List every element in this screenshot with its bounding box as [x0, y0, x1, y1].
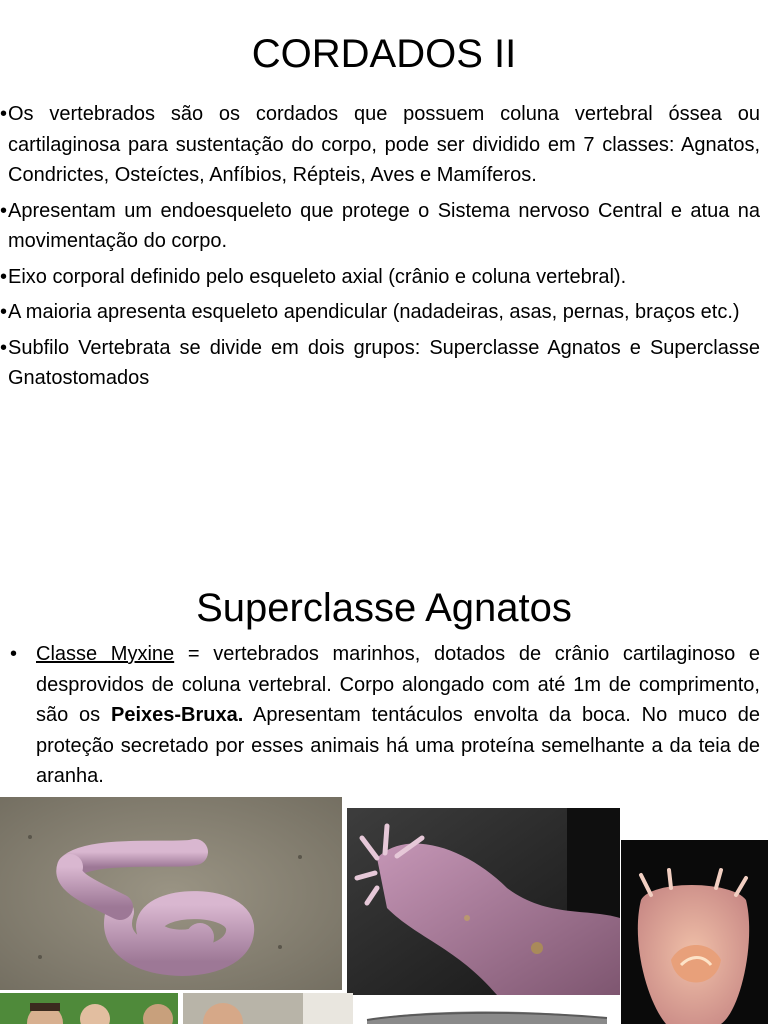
bullet-text: Eixo corporal definido pelo esqueleto axial (crânio e coluna vertebral). [8, 265, 627, 288]
bullet-text: A maioria apresenta esqueleto apendicular (nadadeiras, asas, pernas, braços etc.) [8, 301, 740, 323]
hagfish-mouth-photo [621, 840, 768, 1024]
hagfish-sand-photo [0, 797, 342, 990]
bullet-dot: • [0, 301, 8, 323]
bullet-text: Os vertebrados são os cordados que possuem coluna vertebral óssea ou cartilaginosa para sustentação do corpo, pode ser dividido em 7 classes: Agnatos, Condrictes, Osteíctes, Anfíbios, Répteis, Aves e Mamíferos. [8, 103, 760, 186]
bullet-text: Subfilo Vertebrata se divide em dois grupos: Superclasse Agnatos e Superclasse Gnatostomados [8, 336, 760, 389]
bullet-dot: • [0, 199, 8, 222]
bullet-dot: • [0, 336, 8, 359]
slide-title-cordados: CORDADOS II [251, 32, 517, 76]
bullet-item [0, 196, 760, 257]
slide-title-agnatos: Superclasse Agnatos [196, 586, 572, 630]
bullet-dot: • [0, 103, 8, 125]
bullet-item [0, 99, 760, 191]
bullet-list-agnatos [0, 639, 760, 797]
bullet-dot: • [0, 265, 8, 288]
bullet-list-cordados [0, 99, 760, 399]
bullet-dot: • [10, 643, 18, 665]
bullet-item-myxine [0, 639, 760, 792]
description-text-a: = vertebrados marinhos, dotados de crânio cartilaginoso e desprovidos de coluna vertebral. Corpo alongado com até 1m de comprimento, são os [36, 643, 761, 726]
hagfish-side-photo [357, 1000, 619, 1024]
bullet-text: Apresentam um endoesqueleto que protege o Sistema nervoso Central e atua na movimentação do corpo. [8, 199, 760, 252]
bullet-item [0, 333, 760, 394]
bullet-item [0, 262, 760, 293]
people-photo [0, 993, 178, 1024]
lab-photo [183, 993, 353, 1024]
bullet-item [0, 297, 760, 328]
description-text-b: Apresentam tentáculos envolta da boca. No muco de proteção secretado por esses animais há uma proteína semelhante a da teia de aranha. [36, 704, 760, 787]
term-classe-myxine: Classe Myxine [36, 643, 175, 665]
bold-peixes-bruxa: Peixes-Bruxa. [110, 704, 244, 726]
hagfish-head-photo [347, 808, 620, 995]
